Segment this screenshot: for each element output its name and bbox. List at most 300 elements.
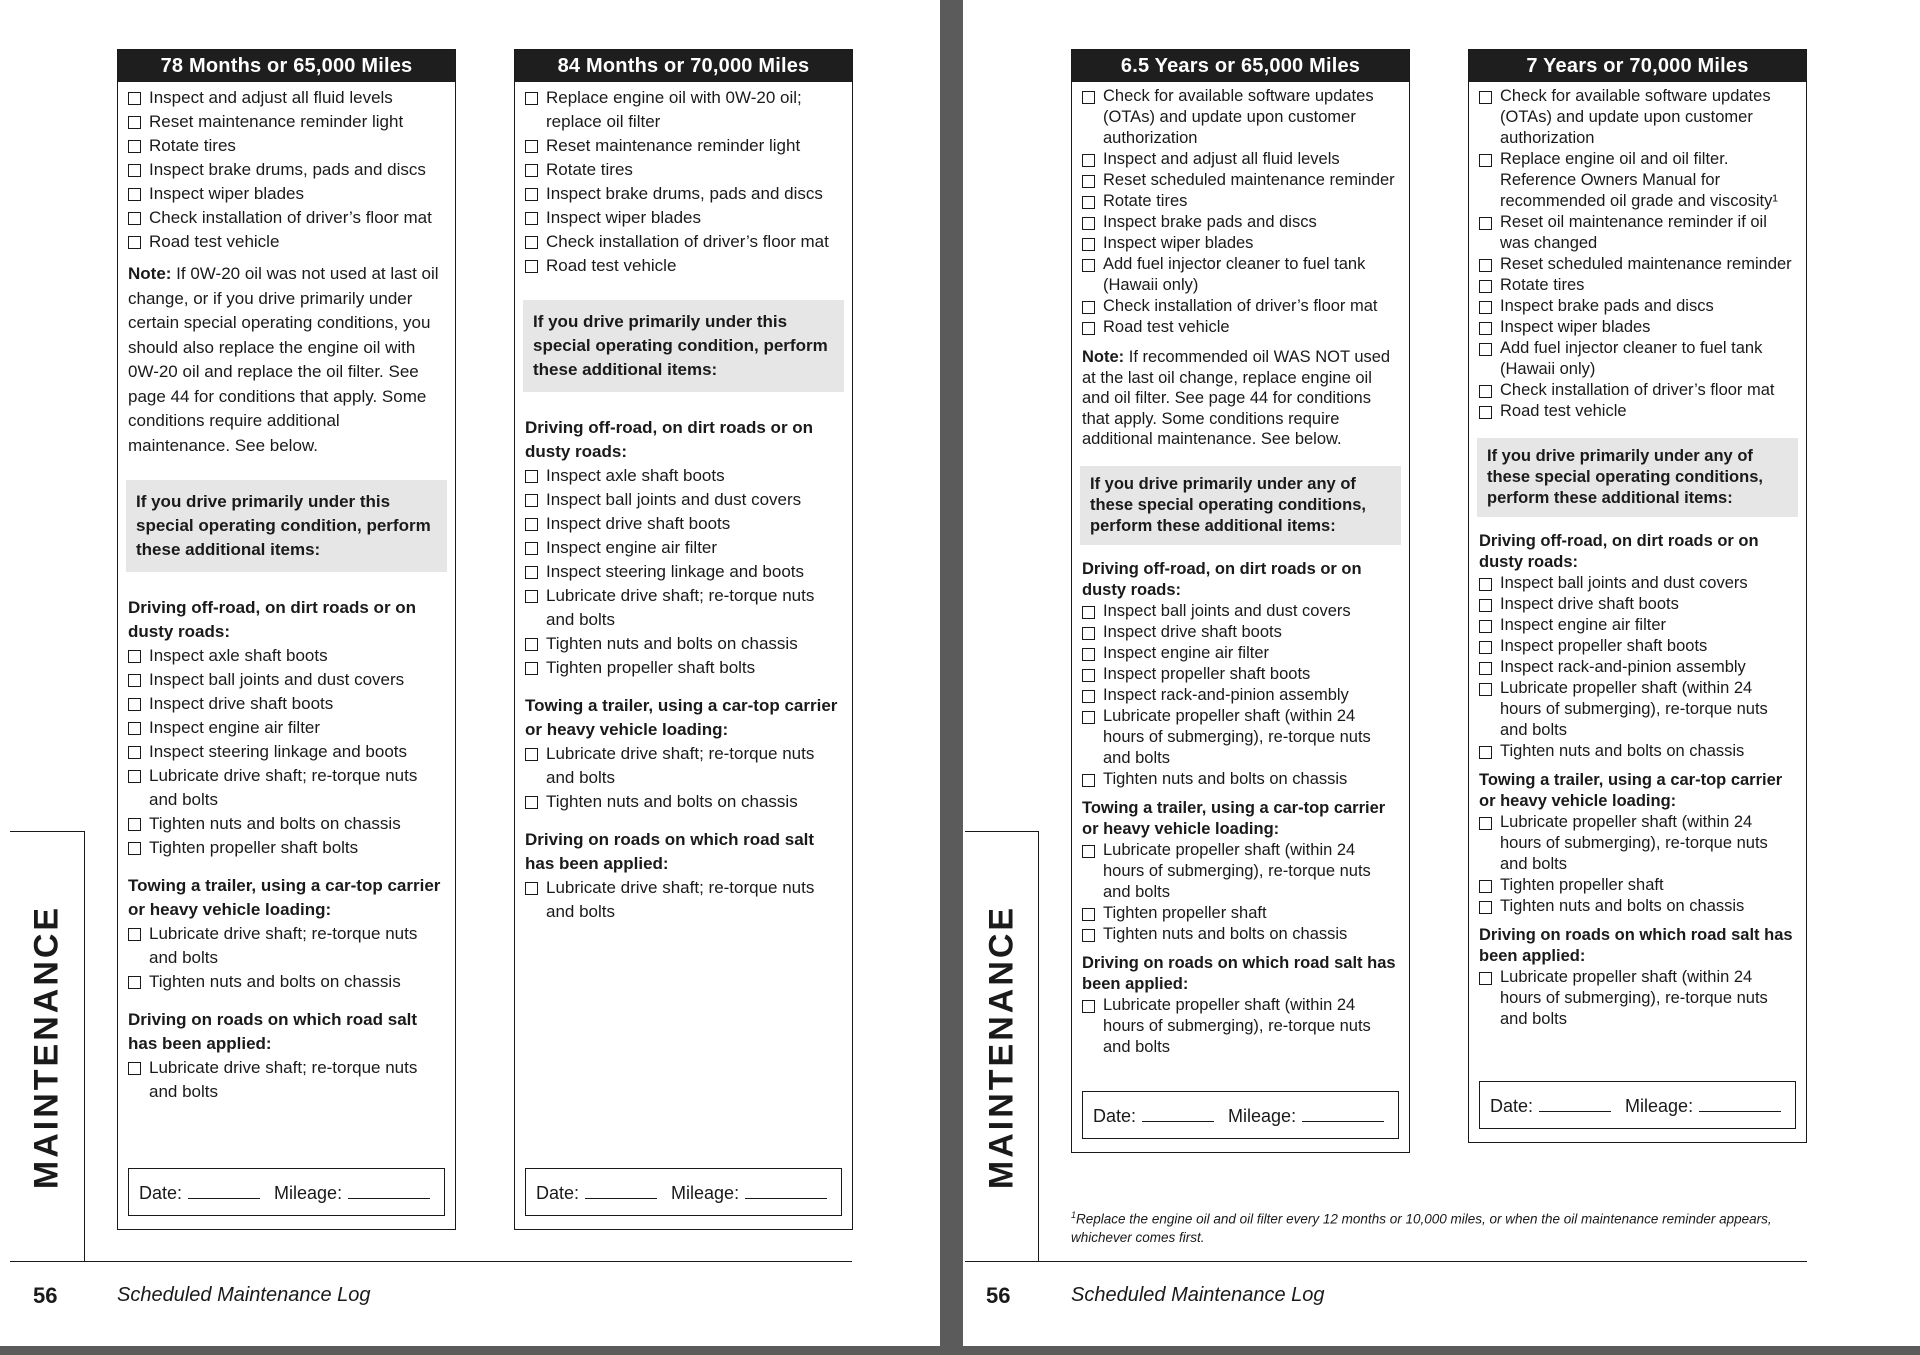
checklist-item-label: Tighten propeller shaft bolts — [149, 838, 359, 857]
checklist-item-label: Inspect drive shaft boots — [1103, 622, 1282, 641]
date-blank[interactable] — [188, 1184, 260, 1199]
checklist-item[interactable] — [525, 536, 842, 560]
checklist-item-label: Add fuel injector cleaner to fuel tank (Hawaii only) — [1103, 255, 1366, 294]
checklist-item-label: Road test vehicle — [1103, 318, 1230, 336]
column-title: 78 Months or 65,000 Miles — [118, 50, 455, 82]
checkbox-icon[interactable] — [1082, 711, 1095, 724]
checklist-item[interactable] — [1479, 401, 1796, 422]
checkbox-icon[interactable] — [525, 260, 538, 273]
checklist-item[interactable] — [525, 182, 842, 206]
column-7-years — [1468, 49, 1807, 1143]
checklist-item[interactable] — [128, 230, 445, 254]
checkbox-icon[interactable] — [525, 748, 538, 761]
checklist-item[interactable] — [128, 812, 445, 836]
checklist-item[interactable] — [1082, 903, 1399, 924]
checklist-item[interactable] — [1479, 967, 1796, 1030]
checklist-item[interactable] — [1479, 212, 1796, 254]
checkbox-icon[interactable] — [1082, 1000, 1095, 1013]
checklist-item[interactable] — [128, 740, 445, 764]
section-heading: Driving on roads on which road salt has been applied: — [1479, 926, 1793, 965]
checklist-item-label: Lubricate propeller shaft (within 24 hours of submerging), re-torque nuts and bolts — [1103, 840, 1371, 901]
checklist-item[interactable] — [1479, 896, 1796, 917]
checklist-item[interactable] — [1479, 317, 1796, 338]
checklist-item-label: Rotate tires — [546, 160, 633, 179]
checklist — [1082, 86, 1399, 338]
checklist-item[interactable] — [1082, 86, 1399, 149]
checkbox-icon[interactable] — [128, 116, 141, 129]
checklist-item-label: Tighten propeller shaft bolts — [546, 658, 756, 677]
checkbox-icon[interactable] — [128, 212, 141, 225]
checkbox-icon[interactable] — [1082, 175, 1095, 188]
column-body — [1072, 82, 1409, 1058]
checkbox-icon[interactable] — [1479, 322, 1492, 335]
checkbox-icon[interactable] — [1082, 238, 1095, 251]
checklist-item-label: Lubricate drive shaft; re-torque nuts and bolts — [149, 924, 418, 967]
section-heading: Driving off-road, on dirt roads or on dusty roads: — [1082, 559, 1362, 599]
checkbox-icon[interactable] — [1082, 690, 1095, 703]
checkbox-icon[interactable] — [1479, 301, 1492, 314]
checkbox-icon[interactable] — [1479, 662, 1492, 675]
checkbox-icon[interactable] — [128, 188, 141, 201]
checkbox-icon[interactable] — [1082, 322, 1095, 335]
checklist — [1479, 86, 1796, 422]
checklist-item-label: Lubricate drive shaft; re-torque nuts and bolts — [546, 744, 815, 787]
checklist-item[interactable] — [1479, 254, 1796, 275]
checkbox-icon[interactable] — [1479, 217, 1492, 230]
checklist-item-label: Reset scheduled maintenance reminder — [1103, 171, 1395, 189]
date-mileage-box[interactable] — [1479, 1081, 1796, 1129]
checklist-item[interactable] — [1082, 924, 1399, 945]
checklist-item[interactable] — [525, 254, 842, 278]
checklist-item-label: Lubricate drive shaft; re-torque nuts and bolts — [546, 586, 815, 629]
side-tab — [965, 831, 1039, 1261]
footer-rule — [10, 1261, 852, 1262]
date-blank[interactable] — [1142, 1107, 1214, 1122]
sections — [1479, 531, 1796, 1030]
checklist-item[interactable] — [525, 512, 842, 536]
checkbox-icon[interactable] — [525, 796, 538, 809]
column-78-months — [117, 49, 456, 1230]
checklist-item-label: Inspect rack-and-pinion assembly — [1500, 658, 1746, 676]
checkbox-icon[interactable] — [1479, 641, 1492, 654]
checklist-item[interactable] — [128, 644, 445, 668]
checklist-item-label: Lubricate drive shaft; re-torque nuts and bolts — [149, 766, 418, 809]
checklist-item[interactable] — [525, 230, 842, 254]
checklist-item-label: Rotate tires — [1500, 276, 1585, 294]
checkbox-icon[interactable] — [1479, 154, 1492, 167]
checklist-item[interactable] — [1479, 812, 1796, 875]
checklist-item[interactable] — [1082, 643, 1399, 664]
checklist-item-label: Inspect axle shaft boots — [149, 646, 328, 665]
checklist-item[interactable] — [1479, 594, 1796, 615]
checklist-item-label: Road test vehicle — [149, 232, 280, 251]
checklist-item-label: Rotate tires — [1103, 192, 1188, 210]
checklist-item-label: Replace engine oil and oil filter. Reference Owners Manual for recommended oil grade and viscosity¹ — [1500, 150, 1778, 210]
note — [1082, 347, 1399, 450]
checklist-item[interactable] — [128, 158, 445, 182]
date-mileage-box[interactable] — [128, 1168, 445, 1216]
checkbox-icon[interactable] — [128, 236, 141, 249]
checkbox-icon[interactable] — [525, 140, 538, 153]
checkbox-icon[interactable] — [525, 542, 538, 555]
checklist-item[interactable] — [128, 764, 445, 812]
footer-title: Scheduled Maintenance Log — [117, 1284, 371, 1306]
checkbox-icon[interactable] — [525, 882, 538, 895]
checkbox-icon[interactable] — [128, 818, 141, 831]
checkbox-icon[interactable] — [1479, 406, 1492, 419]
checkbox-icon[interactable] — [1082, 774, 1095, 787]
checkbox-icon[interactable] — [128, 698, 141, 711]
mileage-label: Mileage: — [1228, 1106, 1297, 1126]
checkbox-icon[interactable] — [525, 188, 538, 201]
checklist-item-label: Inspect propeller shaft boots — [1103, 664, 1311, 683]
checklist-item-label: Lubricate propeller shaft (within 24 hours of submerging), re-torque nuts and bolts — [1103, 995, 1371, 1056]
checklist-item-label: Inspect engine air filter — [1103, 643, 1270, 662]
checkbox-icon[interactable] — [1479, 280, 1492, 293]
checkbox-icon[interactable] — [525, 518, 538, 531]
checkbox-icon[interactable] — [1082, 91, 1095, 104]
checklist-item[interactable] — [525, 560, 842, 584]
checkbox-icon[interactable] — [1479, 599, 1492, 612]
column-84-months — [514, 49, 853, 1230]
left-page — [0, 0, 940, 1346]
column-title: 84 Months or 70,000 Miles — [515, 50, 852, 82]
checklist-item-label: Inspect wiper blades — [1103, 234, 1254, 252]
note-label: Note: — [1082, 348, 1125, 366]
mileage-blank[interactable] — [1699, 1097, 1781, 1112]
checklist-item[interactable] — [1082, 995, 1399, 1058]
callout-box: If you drive primarily under this special operating condition, perform these additional items: — [523, 300, 844, 392]
date-blank[interactable] — [1539, 1097, 1611, 1112]
checklist-item-label: Inspect ball joints and dust covers — [1500, 574, 1748, 592]
checklist-item[interactable] — [1479, 615, 1796, 636]
checklist-item[interactable] — [1479, 875, 1796, 896]
checkbox-icon[interactable] — [128, 1062, 141, 1075]
checklist-item[interactable] — [525, 86, 842, 134]
checklist-item[interactable] — [128, 836, 445, 860]
checkbox-icon[interactable] — [1082, 217, 1095, 230]
checklist-item-label: Inspect wiper blades — [149, 184, 304, 203]
section-heading: Towing a trailer, using a car-top carrier or heavy vehicle loading: — [1479, 771, 1783, 810]
checkbox-icon[interactable] — [525, 470, 538, 483]
checklist-item[interactable] — [1479, 275, 1796, 296]
mileage-label: Mileage: — [1625, 1096, 1694, 1116]
section-heading: Driving on roads on which road salt has been applied: — [1082, 953, 1396, 993]
checklist-item[interactable] — [128, 206, 445, 230]
checklist-item[interactable] — [525, 790, 842, 814]
mileage-blank[interactable] — [348, 1184, 430, 1199]
checkbox-icon[interactable] — [525, 638, 538, 651]
checkbox-icon[interactable] — [1082, 154, 1095, 167]
checklist-item[interactable] — [1479, 573, 1796, 594]
checklist-item[interactable] — [1479, 338, 1796, 380]
checkbox-icon[interactable] — [1082, 259, 1095, 272]
date-mileage-box[interactable] — [525, 1168, 842, 1216]
section-heading: Driving off-road, on dirt roads or on dusty roads: — [525, 418, 814, 461]
checkbox-icon[interactable] — [128, 746, 141, 759]
checklist-item[interactable] — [128, 1056, 445, 1104]
checklist-item-label: Reset maintenance reminder light — [546, 136, 801, 155]
column-body — [118, 82, 455, 1104]
checklist-item-label: Inspect brake pads and discs — [1500, 297, 1714, 315]
checklist-item[interactable] — [1082, 170, 1399, 191]
checklist-item[interactable] — [1082, 706, 1399, 769]
checkbox-icon[interactable] — [525, 212, 538, 225]
checklist-item-label: Inspect engine air filter — [546, 538, 718, 557]
checklist-item[interactable] — [525, 206, 842, 230]
checkbox-icon[interactable] — [1082, 627, 1095, 640]
note-text: If 0W-20 oil was not used at last oil change, or if you drive primarily under certain special operating conditions, you should also replace the engine oil with 0W-20 oil and replace the oil filter. See page 44 for conditions that apply. Some conditions require additional maintenance. See below. — [128, 264, 439, 455]
checklist-item[interactable] — [128, 110, 445, 134]
page-number: 56 — [986, 1283, 1011, 1308]
checklist-item[interactable] — [128, 692, 445, 716]
checkbox-icon[interactable] — [525, 662, 538, 675]
checkbox-icon[interactable] — [1082, 648, 1095, 661]
mileage-label: Mileage: — [274, 1183, 343, 1203]
checklist-item-label: Inspect drive shaft boots — [1500, 595, 1679, 613]
checklist-item-label: Lubricate propeller shaft (within 24 hours of submerging), re-torque nuts and bolts — [1103, 706, 1371, 767]
checklist-item-label: Tighten nuts and bolts on chassis — [546, 634, 798, 653]
checklist-item-label: Check for available software updates (OTAs) and update upon customer authorization — [1103, 87, 1374, 147]
checkbox-icon[interactable] — [1082, 929, 1095, 942]
checklist-item-label: Inspect engine air filter — [149, 718, 321, 737]
checkbox-icon[interactable] — [128, 722, 141, 735]
footnote-text: Replace the engine oil and oil filter every 12 months or 10,000 miles, or when the oil maintenance reminder appears, whichever comes first. — [1071, 1211, 1772, 1245]
checkbox-icon[interactable] — [525, 236, 538, 249]
checklist-item-label: Inspect and adjust all fluid levels — [1103, 150, 1340, 168]
checklist-item[interactable] — [1479, 296, 1796, 317]
right-page — [963, 0, 1920, 1346]
checklist-item-label: Reset oil maintenance reminder if oil was changed — [1500, 213, 1767, 252]
checklist-item[interactable] — [1479, 678, 1796, 741]
date-mileage-box[interactable] — [1082, 1091, 1399, 1139]
checklist-item[interactable] — [1479, 149, 1796, 212]
checklist-item-label: Check installation of driver’s floor mat — [1103, 297, 1378, 315]
checklist-item[interactable] — [1082, 601, 1399, 622]
checklist-item[interactable] — [128, 668, 445, 692]
checklist-item[interactable] — [525, 656, 842, 680]
callout-box: If you drive primarily under any of these special operating conditions, perform these additional items: — [1477, 438, 1798, 517]
checklist-item-label: Tighten nuts and bolts on chassis — [546, 792, 798, 811]
column-body — [515, 82, 852, 924]
checklist-item-label: Inspect and adjust all fluid levels — [149, 88, 393, 107]
checklist-item-label: Lubricate propeller shaft (within 24 hours of submerging), re-torque nuts and bolts — [1500, 813, 1768, 873]
column-title: 6.5 Years or 65,000 Miles — [1072, 50, 1409, 82]
mileage-label: Mileage: — [671, 1183, 740, 1203]
checklist-item[interactable] — [1479, 86, 1796, 149]
checklist-item[interactable] — [525, 876, 842, 924]
checkbox-icon[interactable] — [1479, 817, 1492, 830]
checklist-item[interactable] — [1082, 233, 1399, 254]
checklist-item-label: Tighten nuts and bolts on chassis — [1500, 897, 1745, 915]
side-tab — [10, 831, 85, 1261]
checklist-item[interactable] — [1082, 212, 1399, 233]
checkbox-icon[interactable] — [128, 770, 141, 783]
date-blank[interactable] — [585, 1184, 657, 1199]
sections — [1082, 559, 1399, 1058]
checkbox-icon[interactable] — [128, 928, 141, 941]
checklist-item-label: Inspect ball joints and dust covers — [546, 490, 802, 509]
mileage-blank[interactable] — [745, 1184, 827, 1199]
checklist-item[interactable] — [1082, 254, 1399, 296]
checklist-item-label: Tighten nuts and bolts on chassis — [149, 814, 401, 833]
sections — [128, 596, 445, 1104]
checklist-item-label: Inspect engine air filter — [1500, 616, 1667, 634]
checkbox-icon[interactable] — [128, 976, 141, 989]
checklist-item[interactable] — [525, 134, 842, 158]
checkbox-icon[interactable] — [1082, 845, 1095, 858]
checkbox-icon[interactable] — [1082, 301, 1095, 314]
section-heading: Driving on roads on which road salt has been applied: — [525, 830, 815, 873]
checkbox-icon[interactable] — [1479, 683, 1492, 696]
date-label: Date: — [1490, 1096, 1534, 1116]
checklist-item-label: Add fuel injector cleaner to fuel tank (Hawaii only) — [1500, 339, 1763, 378]
checklist-item[interactable] — [525, 464, 842, 488]
checklist-item[interactable] — [1082, 769, 1399, 790]
checklist-item[interactable] — [1082, 317, 1399, 338]
checkbox-icon[interactable] — [1479, 91, 1492, 104]
checklist-item-label: Inspect brake pads and discs — [1103, 213, 1317, 231]
checkbox-icon[interactable] — [525, 566, 538, 579]
checklist-item[interactable] — [1082, 685, 1399, 706]
checklist-item-label: Inspect propeller shaft boots — [1500, 637, 1708, 655]
checklist-item-label: Tighten nuts and bolts on chassis — [1103, 924, 1348, 943]
section-heading: Driving off-road, on dirt roads or on dusty roads: — [1479, 532, 1759, 571]
checklist-item-label: Inspect wiper blades — [546, 208, 701, 227]
checkbox-icon[interactable] — [525, 164, 538, 177]
callout-box: If you drive primarily under this special operating condition, perform these additional items: — [126, 480, 447, 572]
checkbox-icon[interactable] — [128, 674, 141, 687]
sections — [525, 416, 842, 924]
checklist-item[interactable] — [128, 922, 445, 970]
checklist-item[interactable] — [525, 158, 842, 182]
section-heading: Driving off-road, on dirt roads or on dusty roads: — [128, 598, 417, 641]
checklist-item[interactable] — [128, 716, 445, 740]
checklist-item[interactable] — [128, 182, 445, 206]
checklist-item-label: Inspect steering linkage and boots — [546, 562, 805, 581]
checklist-item[interactable] — [128, 970, 445, 994]
callout-box: If you drive primarily under any of these special operating conditions, perform these additional items: — [1080, 466, 1401, 545]
checkbox-icon[interactable] — [1082, 908, 1095, 921]
checklist — [525, 86, 842, 278]
date-label: Date: — [536, 1183, 580, 1203]
checkbox-icon[interactable] — [525, 494, 538, 507]
footer-rule — [965, 1261, 1807, 1262]
note-text: If recommended oil WAS NOT used at the last oil change, replace engine oil and oil filter. See page 44 for conditions that apply. Some conditions require additional maintenance. See below. — [1082, 348, 1391, 448]
checklist-item-label: Replace engine oil with 0W-20 oil; replace oil filter — [546, 88, 802, 131]
side-tab-label: MAINTENANCE — [27, 904, 66, 1189]
footer-title: Scheduled Maintenance Log — [1071, 1284, 1325, 1306]
checklist-item[interactable] — [1082, 149, 1399, 170]
checkbox-icon[interactable] — [1479, 578, 1492, 591]
checklist-item-label: Tighten propeller shaft — [1103, 903, 1267, 922]
checkbox-icon[interactable] — [1479, 746, 1492, 759]
checkbox-icon[interactable] — [1479, 259, 1492, 272]
checkbox-icon[interactable] — [525, 92, 538, 105]
checklist-item-label: Check for available software updates (OTAs) and update upon customer authorization — [1500, 87, 1771, 147]
checkbox-icon[interactable] — [128, 842, 141, 855]
checklist-item-label: Inspect drive shaft boots — [546, 514, 731, 533]
footnote — [1071, 1206, 1791, 1247]
checklist-item[interactable] — [525, 632, 842, 656]
column-6-5-years — [1071, 49, 1410, 1153]
checklist-item[interactable] — [1479, 741, 1796, 762]
checklist-item[interactable] — [525, 488, 842, 512]
checklist-item-label: Inspect ball joints and dust covers — [1103, 601, 1351, 620]
checklist-item-label: Check installation of driver’s floor mat — [149, 208, 432, 227]
column-body — [1469, 82, 1806, 1030]
checklist-item[interactable] — [1082, 664, 1399, 685]
checkbox-icon[interactable] — [128, 92, 141, 105]
checklist-item-label: Inspect axle shaft boots — [546, 466, 725, 485]
checklist-item-label: Tighten nuts and bolts on chassis — [1103, 769, 1348, 788]
checklist-item-label: Inspect steering linkage and boots — [149, 742, 408, 761]
checklist-item[interactable] — [1082, 296, 1399, 317]
checkbox-icon[interactable] — [1082, 669, 1095, 682]
checklist-item[interactable] — [525, 742, 842, 790]
note — [128, 262, 445, 458]
mileage-blank[interactable] — [1302, 1107, 1384, 1122]
checkbox-icon[interactable] — [128, 140, 141, 153]
checkbox-icon[interactable] — [1479, 972, 1492, 985]
note-label: Note: — [128, 264, 172, 283]
footnote-mark: 1 — [1071, 1210, 1077, 1220]
checklist-item[interactable] — [1082, 622, 1399, 643]
checkbox-icon[interactable] — [1479, 385, 1492, 398]
section-heading: Driving on roads on which road salt has been applied: — [128, 1010, 418, 1053]
checklist — [128, 86, 445, 254]
checkbox-icon[interactable] — [128, 650, 141, 663]
checklist-item-label: Reset maintenance reminder light — [149, 112, 404, 131]
checklist-item-label: Inspect wiper blades — [1500, 318, 1651, 336]
side-tab-label: MAINTENANCE — [982, 904, 1020, 1189]
checkbox-icon[interactable] — [1082, 196, 1095, 209]
checklist-item-label: Inspect drive shaft boots — [149, 694, 334, 713]
section-heading: Towing a trailer, using a car-top carrier or heavy vehicle loading: — [1082, 798, 1386, 838]
section-heading: Towing a trailer, using a car-top carrier or heavy vehicle loading: — [525, 696, 838, 739]
checklist-item-label: Lubricate drive shaft; re-torque nuts and bolts — [149, 1058, 418, 1101]
checklist-item-label: Lubricate propeller shaft (within 24 hours of submerging), re-torque nuts and bolts — [1500, 968, 1768, 1028]
checklist-item-label: Check installation of driver’s floor mat — [546, 232, 829, 251]
checklist-item[interactable] — [1082, 191, 1399, 212]
checklist-item-label: Road test vehicle — [546, 256, 677, 275]
checklist-item[interactable] — [128, 134, 445, 158]
checkbox-icon[interactable] — [1479, 343, 1492, 356]
checklist-item-label: Rotate tires — [149, 136, 236, 155]
checklist-item[interactable] — [525, 584, 842, 632]
checklist-item[interactable] — [1479, 380, 1796, 401]
checklist-item-label: Reset scheduled maintenance reminder — [1500, 255, 1792, 273]
checklist-item[interactable] — [1082, 840, 1399, 903]
checkbox-icon[interactable] — [1479, 620, 1492, 633]
date-label: Date: — [1093, 1106, 1137, 1126]
checklist-item[interactable] — [1479, 657, 1796, 678]
checklist-item-label: Tighten nuts and bolts on chassis — [1500, 742, 1745, 760]
page-number: 56 — [33, 1283, 58, 1308]
column-title: 7 Years or 70,000 Miles — [1469, 50, 1806, 82]
checkbox-icon[interactable] — [1479, 880, 1492, 893]
checkbox-icon[interactable] — [1082, 606, 1095, 619]
checklist-item[interactable] — [1479, 636, 1796, 657]
checklist-item-label: Check installation of driver’s floor mat — [1500, 381, 1775, 399]
checklist-item[interactable] — [128, 86, 445, 110]
checklist-item-label: Lubricate drive shaft; re-torque nuts and bolts — [546, 878, 815, 921]
checkbox-icon[interactable] — [1479, 901, 1492, 914]
checkbox-icon[interactable] — [525, 590, 538, 603]
checklist-item-label: Tighten propeller shaft — [1500, 876, 1664, 894]
checklist-item-label: Inspect rack-and-pinion assembly — [1103, 685, 1349, 704]
checkbox-icon[interactable] — [128, 164, 141, 177]
